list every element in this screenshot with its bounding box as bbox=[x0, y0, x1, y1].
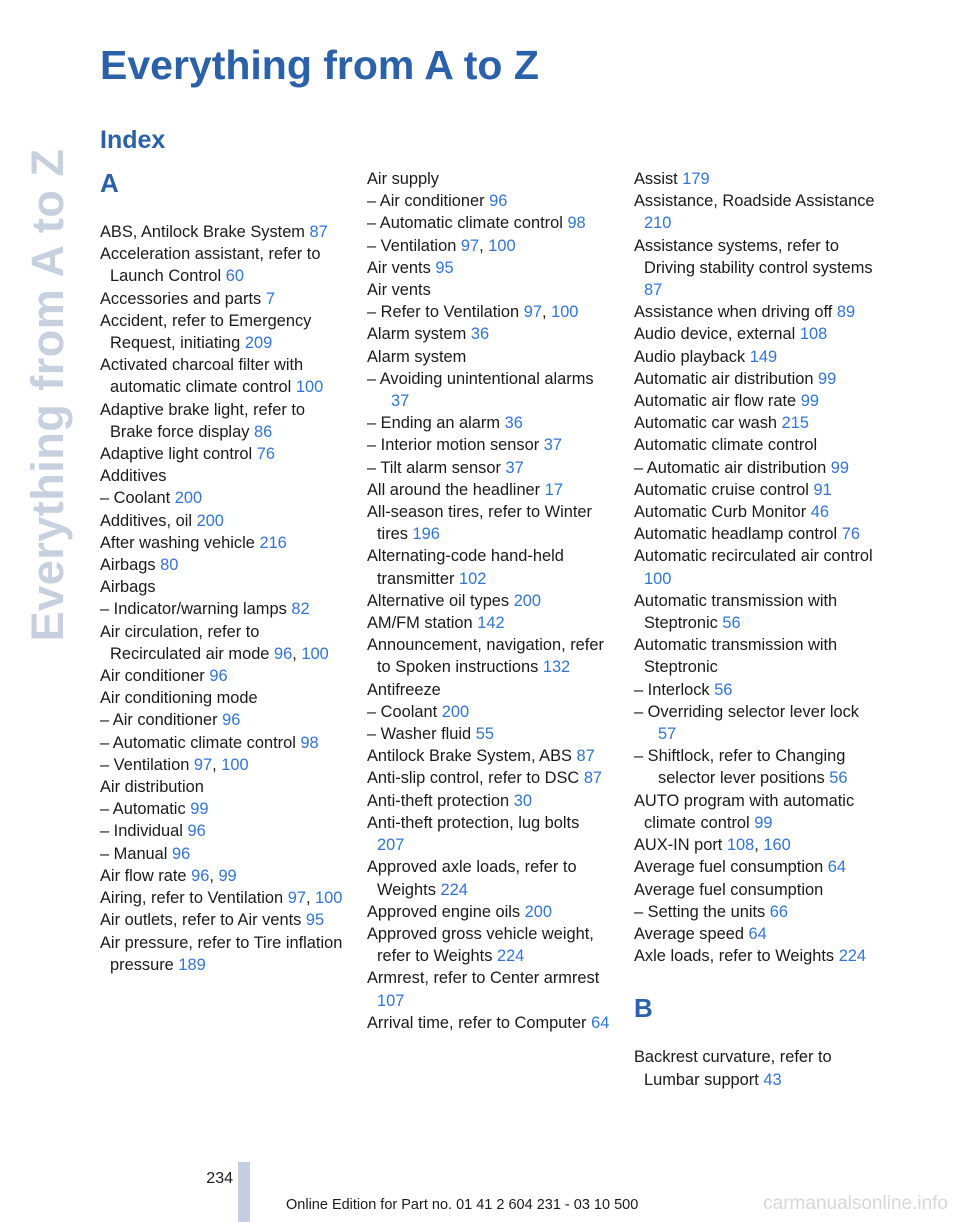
page-reference-link[interactable]: 215 bbox=[781, 414, 809, 433]
page-reference-link[interactable]: 87 bbox=[309, 223, 328, 241]
index-term: Additives bbox=[100, 467, 167, 486]
index-entry bbox=[100, 221, 344, 243]
index-entry bbox=[100, 909, 344, 931]
page-reference-link[interactable]: 224 bbox=[838, 947, 867, 966]
index-entry: Airing, refer to Ventilation 97, 100 bbox=[100, 889, 343, 908]
index-term: – Individual bbox=[100, 822, 183, 841]
index-entry bbox=[634, 368, 878, 390]
index-term: All around the headliner bbox=[367, 480, 541, 499]
index-entry bbox=[100, 932, 344, 976]
section-letter: B bbox=[634, 993, 653, 1024]
page-reference-link[interactable]: 102 bbox=[458, 569, 487, 588]
index-term: Automatic car wash bbox=[634, 414, 778, 433]
index-subentry: – Refer to Ventilation 97, 100 bbox=[367, 303, 579, 322]
index-term: Assistance when driving off bbox=[634, 303, 833, 322]
page-reference-link[interactable]: 55 bbox=[475, 725, 494, 744]
index-entry bbox=[367, 679, 611, 701]
index-term: Approved gross vehicle weight, refer to Weights bbox=[367, 924, 594, 966]
index-column-3 bbox=[634, 168, 878, 1091]
index-term: – Interior motion sensor bbox=[367, 436, 540, 455]
section-title: Index bbox=[100, 126, 166, 154]
page-reference-link[interactable]: 96 bbox=[191, 866, 210, 885]
index-term: AUTO program with automatic climate control bbox=[634, 791, 855, 832]
index-term: Approved axle loads, refer to Weights bbox=[367, 858, 577, 899]
page-reference-link[interactable]: 64 bbox=[591, 1013, 610, 1032]
index-term: Air conditioning mode bbox=[100, 689, 258, 708]
index-entry bbox=[634, 412, 878, 434]
index-entry bbox=[634, 479, 878, 501]
index-subentry bbox=[100, 709, 344, 731]
page-reference-link[interactable]: 99 bbox=[818, 369, 837, 388]
index-entry bbox=[100, 665, 344, 687]
page-reference-link[interactable]: 89 bbox=[836, 303, 856, 322]
index-subentry bbox=[100, 598, 344, 620]
page-reference-link[interactable]: 97 bbox=[287, 889, 306, 908]
index-subentry bbox=[634, 701, 878, 745]
page-reference-link[interactable]: 82 bbox=[291, 600, 310, 619]
index-subentry: – Ventilation 97, 100 bbox=[100, 755, 249, 774]
index-entry bbox=[634, 301, 878, 323]
index-term: – Automatic air distribution bbox=[634, 458, 827, 477]
index-entry bbox=[634, 590, 878, 634]
page-reference-link[interactable]: 96 bbox=[172, 844, 191, 863]
index-term: – Washer fluid bbox=[367, 725, 472, 744]
index-subentry bbox=[367, 457, 611, 479]
index-subentry bbox=[100, 798, 344, 820]
index-entry bbox=[367, 923, 611, 967]
page-reference-link[interactable]: 80 bbox=[160, 556, 179, 575]
footer-bar bbox=[238, 1162, 250, 1222]
index-entry bbox=[634, 545, 878, 589]
page-reference-link[interactable]: 99 bbox=[800, 392, 819, 411]
page-reference-link[interactable]: 30 bbox=[513, 791, 532, 810]
index-term: – Coolant bbox=[100, 489, 171, 508]
index-term: Accessories and parts bbox=[100, 289, 262, 308]
page-reference-link[interactable]: 98 bbox=[567, 214, 586, 233]
page-reference-link[interactable]: 96 bbox=[209, 667, 228, 686]
index-term: – Refer to Ventilation bbox=[367, 303, 520, 322]
index-entry bbox=[634, 523, 878, 545]
page-reference-link[interactable]: 37 bbox=[391, 392, 410, 411]
index-subentry bbox=[367, 723, 611, 745]
index-term: AM/FM station bbox=[367, 614, 473, 633]
page-reference-link[interactable]: 64 bbox=[748, 924, 767, 943]
index-entry bbox=[634, 923, 878, 945]
page-reference-link[interactable]: 100 bbox=[551, 303, 579, 322]
index-entry bbox=[634, 235, 878, 302]
index-term: – Ending an alarm bbox=[367, 414, 501, 433]
index-term: Air conditioner bbox=[100, 667, 205, 686]
index-entry bbox=[367, 168, 611, 190]
index-term: Acceleration assistant, refer to Launch Control bbox=[100, 245, 321, 286]
page-reference-link[interactable]: 95 bbox=[435, 258, 454, 277]
index-entry bbox=[634, 323, 878, 345]
index-entry bbox=[100, 554, 344, 576]
index-term: Alarm system bbox=[367, 347, 467, 366]
page-reference-link[interactable]: 43 bbox=[763, 1070, 782, 1089]
page-reference-link[interactable]: 160 bbox=[763, 836, 791, 855]
index-term: Audio device, external bbox=[634, 325, 796, 344]
index-column-1 bbox=[100, 168, 344, 976]
page-reference-link[interactable]: 99 bbox=[754, 813, 773, 832]
side-tab-label: Everything from A to Z bbox=[22, 148, 73, 642]
index-entry bbox=[100, 443, 344, 465]
page-reference-link[interactable]: 87 bbox=[583, 769, 603, 788]
index-entry bbox=[100, 576, 344, 598]
index-entry bbox=[634, 856, 878, 878]
index-column-2 bbox=[367, 168, 611, 1034]
index-term: Average fuel consumption bbox=[634, 858, 824, 877]
page-reference-link[interactable]: 87 bbox=[576, 747, 595, 766]
index-entry bbox=[367, 790, 611, 812]
page-reference-link[interactable]: 36 bbox=[504, 414, 523, 433]
page-reference-link[interactable]: 95 bbox=[305, 911, 325, 930]
page-reference-link[interactable]: 37 bbox=[543, 436, 562, 455]
page-reference-link[interactable]: 209 bbox=[244, 334, 273, 353]
index-term: AUX-IN port bbox=[634, 836, 723, 855]
index-term: Audio playback bbox=[634, 347, 746, 366]
index-term: After washing vehicle bbox=[100, 533, 255, 552]
index-term: Air flow rate bbox=[100, 866, 187, 885]
index-term: Activated charcoal filter with automatic climate control bbox=[100, 356, 304, 397]
index-entry bbox=[634, 434, 878, 456]
index-entry bbox=[634, 790, 878, 834]
index-entry bbox=[367, 479, 611, 501]
index-subentry bbox=[367, 412, 611, 434]
index-term: Alternative oil types bbox=[367, 591, 510, 610]
page-reference-link[interactable]: 132 bbox=[542, 658, 571, 677]
page-reference-link[interactable]: 96 bbox=[274, 644, 293, 663]
page-reference-link[interactable]: 56 bbox=[714, 680, 733, 699]
index-subentry bbox=[634, 745, 878, 789]
page-reference-link[interactable]: 46 bbox=[810, 503, 829, 522]
index-term: Anti-slip control, refer to DSC bbox=[367, 769, 580, 788]
index-term: Automatic climate control bbox=[634, 436, 818, 455]
index-entry: Air flow rate 96, 99 bbox=[100, 866, 237, 885]
page-reference-link[interactable]: 99 bbox=[190, 800, 209, 819]
page-reference-link[interactable]: 99 bbox=[830, 458, 850, 477]
page-reference-link[interactable]: 142 bbox=[477, 614, 505, 633]
index-subentry bbox=[100, 820, 344, 842]
index-entry bbox=[100, 354, 344, 398]
page-title: Everything from A to Z bbox=[100, 42, 539, 88]
index-term: Airbags bbox=[100, 578, 156, 597]
index-term: Arrival time, refer to Computer bbox=[367, 1013, 587, 1032]
index-term: Backrest curvature, refer to Lumbar support bbox=[634, 1048, 832, 1089]
index-term: Adaptive brake light, refer to Brake force display bbox=[100, 400, 305, 441]
index-subentry bbox=[367, 368, 611, 412]
page-reference-link[interactable]: 66 bbox=[769, 902, 789, 921]
index-term: Automatic air flow rate bbox=[634, 392, 797, 411]
page-reference-link[interactable]: 99 bbox=[218, 866, 237, 885]
page-reference-link[interactable]: 100 bbox=[315, 889, 343, 908]
index-term: Automatic Curb Monitor bbox=[634, 503, 807, 522]
index-subentry bbox=[634, 679, 878, 701]
index-subentry bbox=[634, 901, 878, 923]
index-term: – Setting the units bbox=[634, 902, 766, 921]
index-term: Additives, oil bbox=[100, 511, 193, 530]
index-term: – Air conditioner bbox=[367, 192, 485, 211]
index-subentry bbox=[367, 434, 611, 456]
page-reference-link[interactable]: 216 bbox=[259, 533, 287, 552]
page-reference-link[interactable]: 96 bbox=[187, 822, 206, 841]
page-reference-link[interactable]: 179 bbox=[682, 170, 710, 188]
index-term: – Ventilation bbox=[100, 755, 190, 774]
page-reference-link[interactable]: 200 bbox=[441, 702, 470, 721]
index-entry bbox=[100, 243, 344, 287]
index-subentry bbox=[634, 457, 878, 479]
index-entry bbox=[634, 168, 878, 190]
index-entry bbox=[634, 634, 878, 678]
index-term: Airbags bbox=[100, 556, 156, 575]
index-term: Anti-theft protection, lug bolts bbox=[367, 813, 580, 832]
index-entry bbox=[100, 776, 344, 798]
page-reference-link[interactable]: 96 bbox=[489, 192, 508, 211]
index-entry bbox=[367, 812, 611, 856]
page-reference-link[interactable]: 210 bbox=[644, 214, 672, 233]
page-reference-link[interactable]: 86 bbox=[253, 422, 273, 441]
index-term: Automatic recirculated air control bbox=[634, 547, 873, 566]
page-reference-link[interactable]: 98 bbox=[300, 733, 319, 752]
index-term: Armrest, refer to Center armrest bbox=[367, 969, 600, 988]
index-entry bbox=[367, 257, 611, 279]
index-term: Air vents bbox=[367, 281, 431, 300]
index-subentry bbox=[367, 701, 611, 723]
index-term: Automatic air distribution bbox=[634, 369, 814, 388]
index-term: Assistance systems, refer to Driving stability control systems bbox=[634, 236, 873, 277]
index-term: Adaptive light control bbox=[100, 445, 253, 464]
index-entry bbox=[100, 310, 344, 354]
page-reference-link[interactable]: 17 bbox=[544, 480, 563, 499]
index-term: – Manual bbox=[100, 844, 168, 863]
page-reference-link[interactable]: 97 bbox=[193, 755, 213, 774]
index-entry bbox=[367, 346, 611, 368]
index-subentry bbox=[100, 487, 344, 509]
index-entry bbox=[367, 856, 611, 900]
page-reference-link[interactable]: 200 bbox=[524, 902, 553, 921]
index-term: – Interlock bbox=[634, 680, 710, 699]
page-reference-link[interactable]: 91 bbox=[813, 480, 832, 499]
page-reference-link[interactable]: 97 bbox=[460, 236, 480, 255]
index-entry bbox=[367, 501, 611, 545]
section-letter: A bbox=[100, 168, 119, 198]
index-term: Air supply bbox=[367, 170, 439, 188]
index-entry bbox=[367, 323, 611, 345]
index-term: Announcement, navigation, refer to Spoken instructions bbox=[367, 636, 604, 677]
index-term: Assistance, Roadside Assistance bbox=[634, 192, 875, 211]
page-reference-link[interactable]: 76 bbox=[841, 525, 860, 544]
page-reference-link[interactable]: 57 bbox=[658, 725, 677, 744]
page-reference-link[interactable]: 36 bbox=[470, 325, 490, 344]
index-term: Automatic cruise control bbox=[634, 480, 809, 499]
index-term: – Avoiding unintentional alarms bbox=[367, 369, 594, 388]
index-entry bbox=[634, 190, 878, 234]
page-reference-link[interactable]: 196 bbox=[412, 525, 440, 544]
index-term: ABS, Antilock Brake System bbox=[100, 223, 305, 241]
page-reference-link[interactable]: 56 bbox=[829, 769, 848, 788]
index-term: Average fuel consumption bbox=[634, 880, 824, 899]
edition-line: Online Edition for Part no. 01 41 2 604 231 - 03 10 500 bbox=[286, 1197, 639, 1213]
index-term: Alarm system bbox=[367, 325, 467, 344]
index-term: – Overriding selector lever lock bbox=[634, 702, 860, 721]
index-entry bbox=[634, 346, 878, 368]
index-entry bbox=[634, 1046, 878, 1090]
page-reference-link[interactable]: 64 bbox=[827, 858, 847, 877]
page-reference-link[interactable]: 189 bbox=[178, 955, 206, 974]
index-term: – Indicator/warning lamps bbox=[100, 600, 287, 619]
index-term: Air pressure, refer to Tire inflation pressure bbox=[100, 933, 343, 974]
index-term: Axle loads, refer to Weights bbox=[634, 947, 835, 966]
page-reference-link[interactable]: 149 bbox=[749, 347, 778, 366]
index-entry bbox=[367, 545, 611, 589]
index-subentry bbox=[100, 843, 344, 865]
page-reference-link[interactable]: 100 bbox=[301, 644, 329, 663]
index-entry bbox=[367, 745, 611, 767]
index-term: – Air conditioner bbox=[100, 711, 218, 730]
page-reference-link[interactable]: 56 bbox=[722, 614, 741, 633]
index-term: – Tilt alarm sensor bbox=[367, 458, 501, 477]
page-reference-link[interactable]: 108 bbox=[726, 836, 755, 855]
index-entry bbox=[634, 501, 878, 523]
page-reference-link[interactable]: 224 bbox=[496, 947, 525, 966]
index-entry bbox=[634, 390, 878, 412]
page-reference-link[interactable]: 100 bbox=[644, 569, 672, 588]
page-reference-link[interactable]: 100 bbox=[295, 378, 324, 397]
page-reference-link[interactable]: 96 bbox=[222, 711, 241, 730]
index-entry bbox=[100, 510, 344, 532]
page-reference-link[interactable]: 200 bbox=[174, 489, 203, 508]
index-term: Air outlets, refer to Air vents bbox=[100, 911, 302, 930]
index-term: – Ventilation bbox=[367, 236, 457, 255]
index-subentry bbox=[100, 732, 344, 754]
index-term: Antifreeze bbox=[367, 680, 441, 699]
index-subentry bbox=[367, 190, 611, 212]
index-term: Antilock Brake System, ABS bbox=[367, 747, 572, 766]
page-reference-link[interactable]: 100 bbox=[221, 755, 249, 774]
page-reference-link[interactable]: 108 bbox=[799, 325, 828, 344]
index-term: – Automatic climate control bbox=[367, 214, 563, 233]
index-entry bbox=[367, 590, 611, 612]
index-entry bbox=[100, 288, 344, 310]
index-term: – Coolant bbox=[367, 702, 438, 721]
index-term: Average speed bbox=[634, 924, 744, 943]
index-entry bbox=[367, 612, 611, 634]
page-number: 234 bbox=[206, 1170, 233, 1187]
index-term: Air circulation, refer to Recirculated air mode bbox=[100, 622, 270, 663]
index-entry: AUX-IN port 108, 160 bbox=[634, 836, 791, 855]
index-entry bbox=[634, 879, 878, 901]
index-term: Approved engine oils bbox=[367, 902, 521, 921]
page-reference-link[interactable]: 100 bbox=[488, 236, 516, 255]
page-reference-link[interactable]: 207 bbox=[377, 836, 405, 855]
page-reference-link[interactable]: 97 bbox=[523, 303, 542, 322]
index-entry bbox=[367, 767, 611, 789]
index-entry: Air circulation, refer to Recirculated air mode 96, 100 bbox=[100, 622, 329, 663]
index-term: Air distribution bbox=[100, 778, 204, 797]
page-reference-link[interactable]: 60 bbox=[225, 267, 244, 286]
index-term: – Automatic climate control bbox=[100, 733, 296, 752]
index-term: Airing, refer to Ventilation bbox=[100, 889, 284, 908]
index-entry bbox=[100, 532, 344, 554]
index-entry bbox=[100, 687, 344, 709]
page-reference-link[interactable]: 200 bbox=[513, 591, 542, 610]
index-term: – Shiftlock, refer to Changing selector lever positions bbox=[634, 747, 846, 788]
page-reference-link[interactable]: 7 bbox=[265, 289, 275, 308]
index-entry bbox=[634, 945, 878, 967]
index-subentry bbox=[367, 212, 611, 234]
index-term: Air vents bbox=[367, 258, 431, 277]
page-reference-link[interactable]: 37 bbox=[505, 458, 524, 477]
index-entry bbox=[367, 901, 611, 923]
watermark: carmanualsonline.info bbox=[763, 1193, 948, 1214]
index-entry bbox=[367, 1012, 611, 1034]
index-term: Accident, refer to Emergency Request, initiating bbox=[100, 311, 312, 353]
index-term: Assist bbox=[634, 170, 678, 188]
index-entry bbox=[367, 279, 611, 301]
index-entry bbox=[367, 634, 611, 678]
index-subentry: – Ventilation 97, 100 bbox=[367, 236, 516, 255]
page-reference-link[interactable]: 87 bbox=[644, 281, 663, 300]
index-entry bbox=[100, 465, 344, 487]
side-tab bbox=[20, 45, 76, 745]
index-entry bbox=[367, 967, 611, 1011]
page-reference-link[interactable]: 224 bbox=[440, 880, 468, 899]
page-reference-link[interactable]: 200 bbox=[196, 511, 224, 530]
index-term: Automatic headlamp control bbox=[634, 525, 838, 544]
index-term: All-season tires, refer to Winter tires bbox=[367, 503, 592, 544]
index-entry bbox=[100, 399, 344, 443]
page-reference-link[interactable]: 107 bbox=[377, 991, 405, 1010]
index-term: Automatic transmission with Steptronic bbox=[634, 591, 838, 633]
index-term: Anti-theft protection bbox=[367, 791, 510, 810]
index-term: – Automatic bbox=[100, 800, 186, 819]
index-term: Alternating-code hand-held transmitter bbox=[367, 547, 564, 588]
index-term: Automatic transmission with Steptronic bbox=[634, 636, 838, 677]
page-reference-link[interactable]: 76 bbox=[256, 445, 275, 464]
